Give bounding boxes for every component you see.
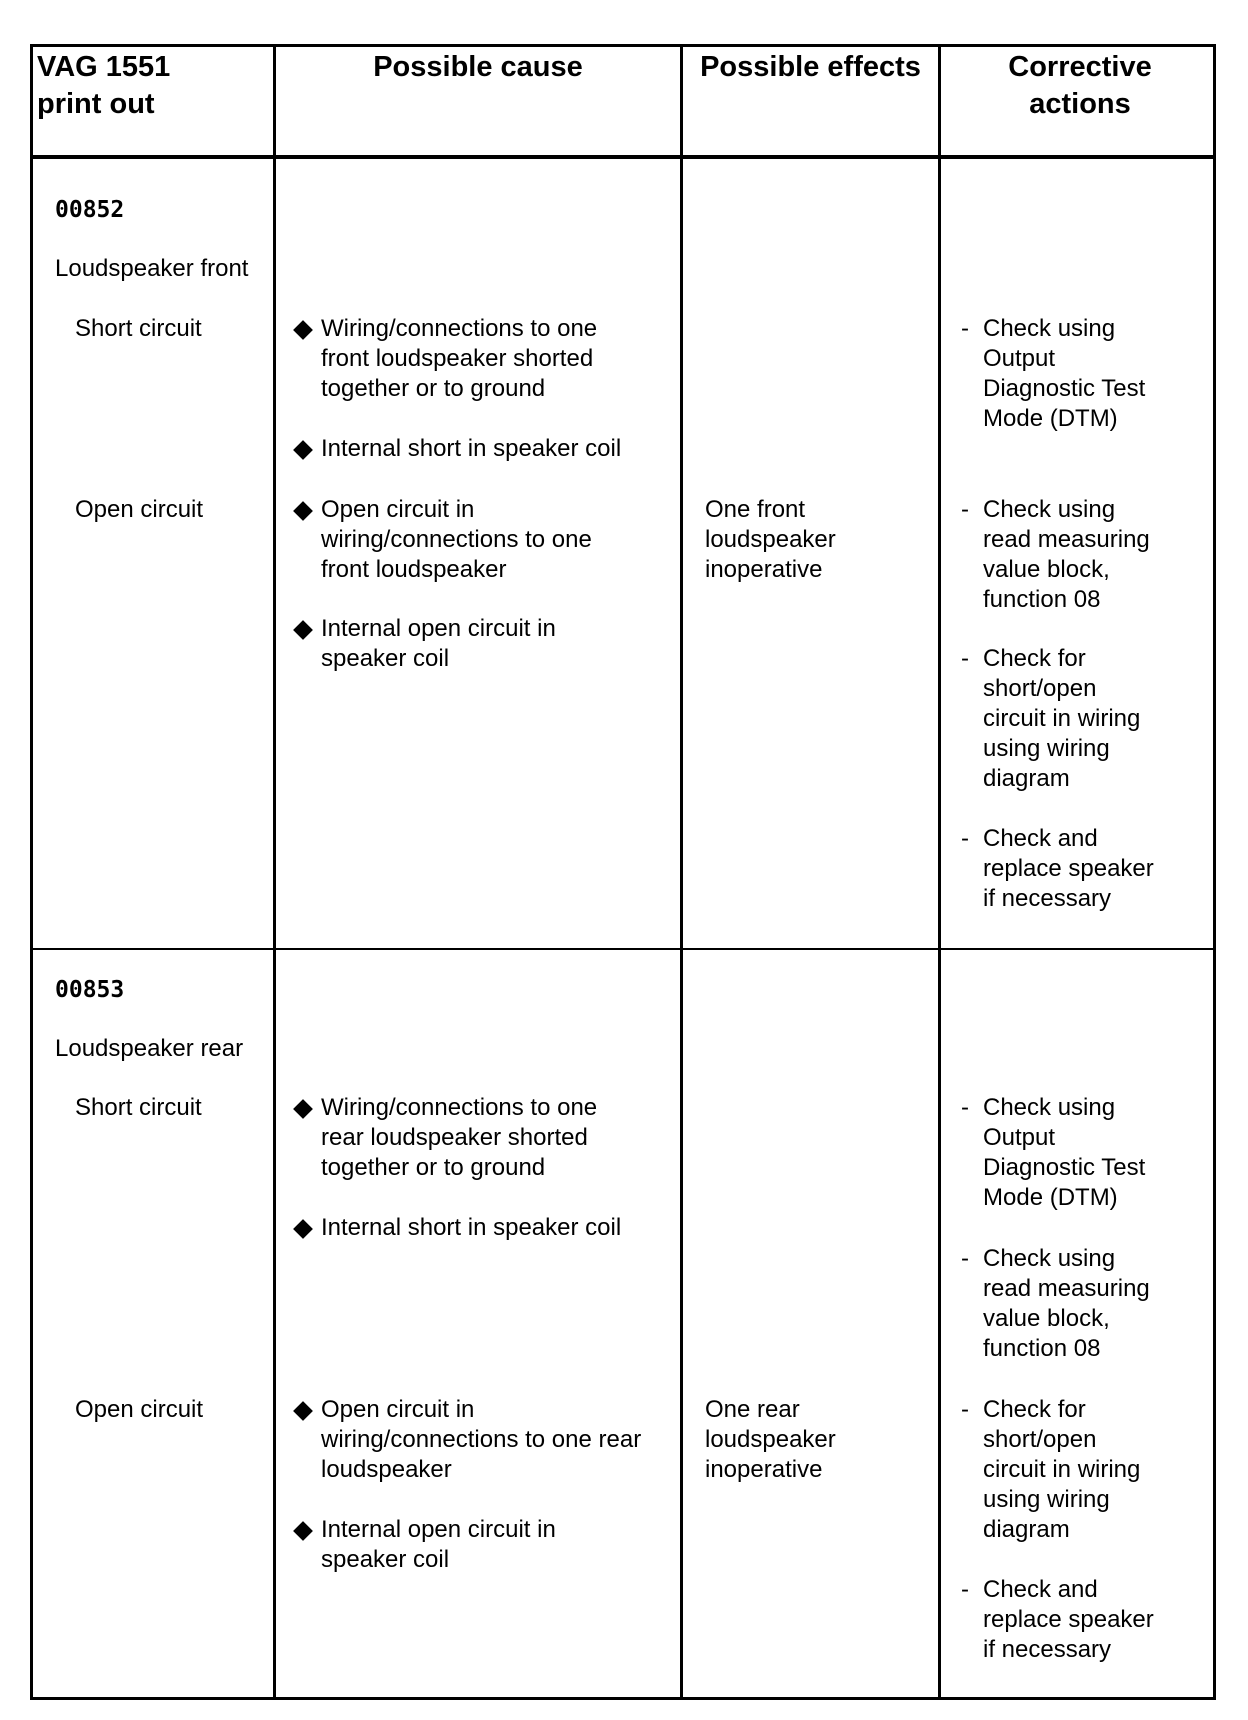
header-printout: VAG 1551 print out: [37, 51, 171, 120]
action-bullet: -: [961, 1576, 969, 1603]
header-cell-printout: [33, 47, 276, 155]
fault-type-short: Short circuit: [75, 1094, 202, 1121]
cause-item: Internal open circuit in speaker coil: [321, 615, 556, 672]
action-item: Check using Output Diagnostic Test Mode (DTM): [983, 1094, 1146, 1211]
cause-item: Open circuit in wiring/connections to one rear loudspeaker: [321, 1396, 642, 1483]
action-bullet: -: [961, 1396, 969, 1423]
action-bullet: -: [961, 825, 969, 852]
action-item: Check and replace speaker if necessary: [983, 1576, 1154, 1663]
fault-type-open: Open circuit: [75, 1396, 204, 1423]
cause-item: Internal short in speaker coil: [321, 1214, 622, 1241]
fault-type-short: Short circuit: [75, 315, 202, 342]
header-cell-cause: [276, 47, 683, 155]
component-name: Loudspeaker rear: [55, 1035, 244, 1062]
cause-item: Internal short in speaker coil: [321, 435, 622, 462]
action-bullet: -: [961, 1245, 969, 1272]
header-cell-effects: [683, 47, 941, 155]
fault-code: 00853: [55, 977, 125, 1003]
bullet-diamond-icon: [293, 320, 313, 340]
header-effects: Possible effects: [700, 51, 921, 83]
action-item: Check using read measuring value block, function 08: [983, 496, 1150, 613]
action-bullet: -: [961, 496, 969, 523]
action-item: Check and replace speaker if necessary: [983, 825, 1154, 912]
effect-text: One front loudspeaker inoperative: [705, 496, 836, 583]
action-item: Check using read measuring value block, function 08: [983, 1245, 1150, 1362]
cause-item: Wiring/connections to one rear loudspeaker shorted together or to ground: [321, 1094, 598, 1181]
action-bullet: -: [961, 1094, 969, 1121]
header-actions: Corrective actions: [1008, 51, 1152, 120]
fault-type-open: Open circuit: [75, 496, 204, 523]
effect-text: One rear loudspeaker inoperative: [705, 1396, 836, 1483]
cause-item: Internal open circuit in speaker coil: [321, 1516, 556, 1573]
action-bullet: -: [961, 645, 969, 672]
bullet-diamond-icon: [293, 440, 313, 460]
fault-code: 00852: [55, 197, 125, 223]
action-item: Check for short/open circuit in wiring using wiring diagram: [983, 1396, 1141, 1543]
action-bullet: -: [961, 315, 969, 342]
component-name: Loudspeaker front: [55, 255, 249, 282]
bullet-diamond-icon: [293, 1219, 313, 1239]
action-item: Check using Output Diagnostic Test Mode (DTM): [983, 315, 1146, 432]
header-cause: Possible cause: [373, 51, 583, 83]
bullet-diamond-icon: [293, 1099, 313, 1119]
cause-item: Wiring/connections to one front loudspeaker shorted together or to ground: [321, 315, 598, 402]
table-row: [30, 159, 1216, 950]
table-row: [30, 948, 1216, 1700]
cause-item: Open circuit in wiring/connections to one front loudspeaker: [321, 496, 592, 583]
bullet-diamond-icon: [293, 1521, 313, 1541]
table-header-row: [30, 44, 1216, 159]
bullet-diamond-icon: [293, 620, 313, 640]
bullet-diamond-icon: [293, 501, 313, 521]
action-item: Check for short/open circuit in wiring using wiring diagram: [983, 645, 1141, 792]
bullet-diamond-icon: [293, 1401, 313, 1421]
header-cell-actions: [941, 47, 1219, 155]
